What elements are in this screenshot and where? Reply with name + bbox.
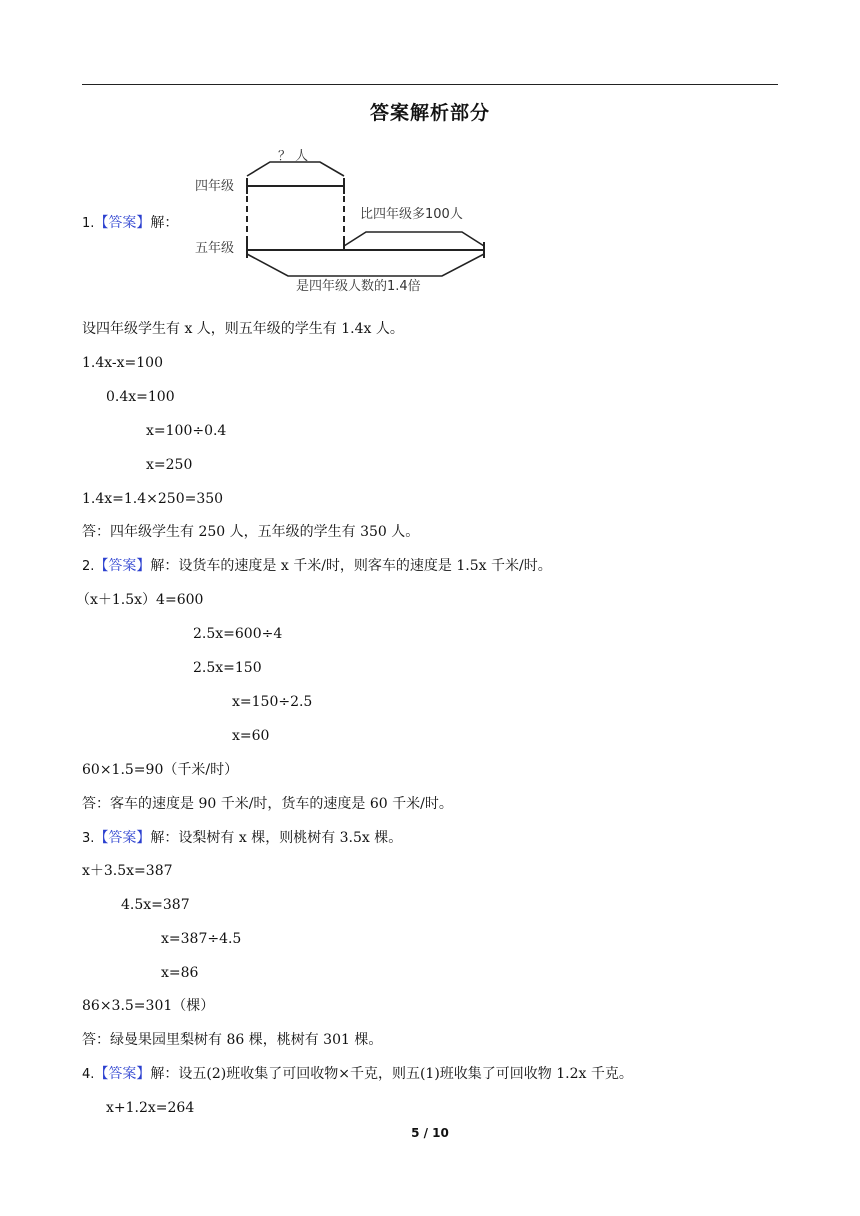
- q3-line: x＋3.5x=387: [82, 863, 173, 879]
- label-grade5: 五年级: [195, 241, 235, 256]
- q4-heading: [82, 1065, 633, 1084]
- q3-answer-tag: 【答案】: [94, 830, 151, 846]
- question-brace: [247, 162, 344, 176]
- q4-line: x+1.2x=264: [106, 1100, 195, 1116]
- q3-line: x=387÷4.5: [161, 931, 242, 947]
- q2-heading: [82, 557, 552, 576]
- q3-line: 86×3.5=301（棵）: [82, 998, 215, 1014]
- q3-line: 4.5x=387: [121, 897, 190, 913]
- q3-intro: 解：设梨树有 x 棵，则桃树有 3.5x 棵。: [150, 830, 403, 846]
- q2-answer-tag: 【答案】: [94, 558, 151, 574]
- page-number: 5 / 10: [411, 1126, 449, 1140]
- q1-answer-tag: 【答案】: [94, 215, 151, 231]
- header-rule: [82, 84, 778, 85]
- label-times: 是四年级人数的1.4倍: [296, 279, 421, 294]
- q4-answer-tag: 【答案】: [94, 1066, 151, 1082]
- q2-number: 2.: [82, 559, 95, 574]
- q2-line: x=150÷2.5: [232, 694, 313, 710]
- q1-line: 1.4x-x=100: [82, 355, 163, 371]
- q1-heading: [82, 214, 178, 233]
- q3-number: 3.: [82, 831, 95, 846]
- q4-intro: 解：设五(2)班收集了可回收物×千克，则五(1)班收集了可回收物 1.2x 千克。: [150, 1066, 633, 1082]
- q3-heading: [82, 829, 402, 848]
- q2-line: 60×1.5=90（千米/时）: [82, 762, 239, 778]
- q1-line: x=250: [146, 457, 193, 473]
- line-segment-diagram: [180, 140, 510, 300]
- q2-line: 2.5x=600÷4: [193, 626, 283, 642]
- q2-line: x=60: [232, 728, 270, 744]
- q1-line: x=100÷0.4: [146, 423, 227, 439]
- q1-intro: 解：: [150, 215, 179, 231]
- label-more: 比四年级多100人: [360, 207, 463, 222]
- q2-answer: 答：客车的速度是 90 千米/时，货车的速度是 60 千米/时。: [82, 796, 453, 812]
- q1-number: 1.: [82, 216, 95, 231]
- q2-intro: 解：设货车的速度是 x 千米/时，则客车的速度是 1.5x 千米/时。: [150, 558, 552, 574]
- q1-line: 0.4x=100: [106, 389, 175, 405]
- q2-line: （x＋1.5x）4=600: [76, 592, 204, 608]
- q3-line: x=86: [161, 965, 199, 981]
- label-grade4: 四年级: [195, 179, 235, 194]
- q3-answer: 答：绿曼果园里梨树有 86 棵，桃树有 301 棵。: [82, 1032, 383, 1048]
- label-question: ？ 人: [278, 149, 309, 164]
- page-title: 答案解析部分: [369, 102, 490, 124]
- q1-line: 1.4x=1.4×250=350: [82, 491, 224, 507]
- total-brace: [247, 254, 484, 276]
- extra-brace: [344, 232, 484, 246]
- q1-line: 设四年级学生有 x 人，则五年级的学生有 1.4x 人。: [82, 321, 404, 337]
- q2-line: 2.5x=150: [193, 660, 262, 676]
- q4-number: 4.: [82, 1067, 95, 1082]
- q1-answer: 答：四年级学生有 250 人，五年级的学生有 350 人。: [82, 524, 420, 540]
